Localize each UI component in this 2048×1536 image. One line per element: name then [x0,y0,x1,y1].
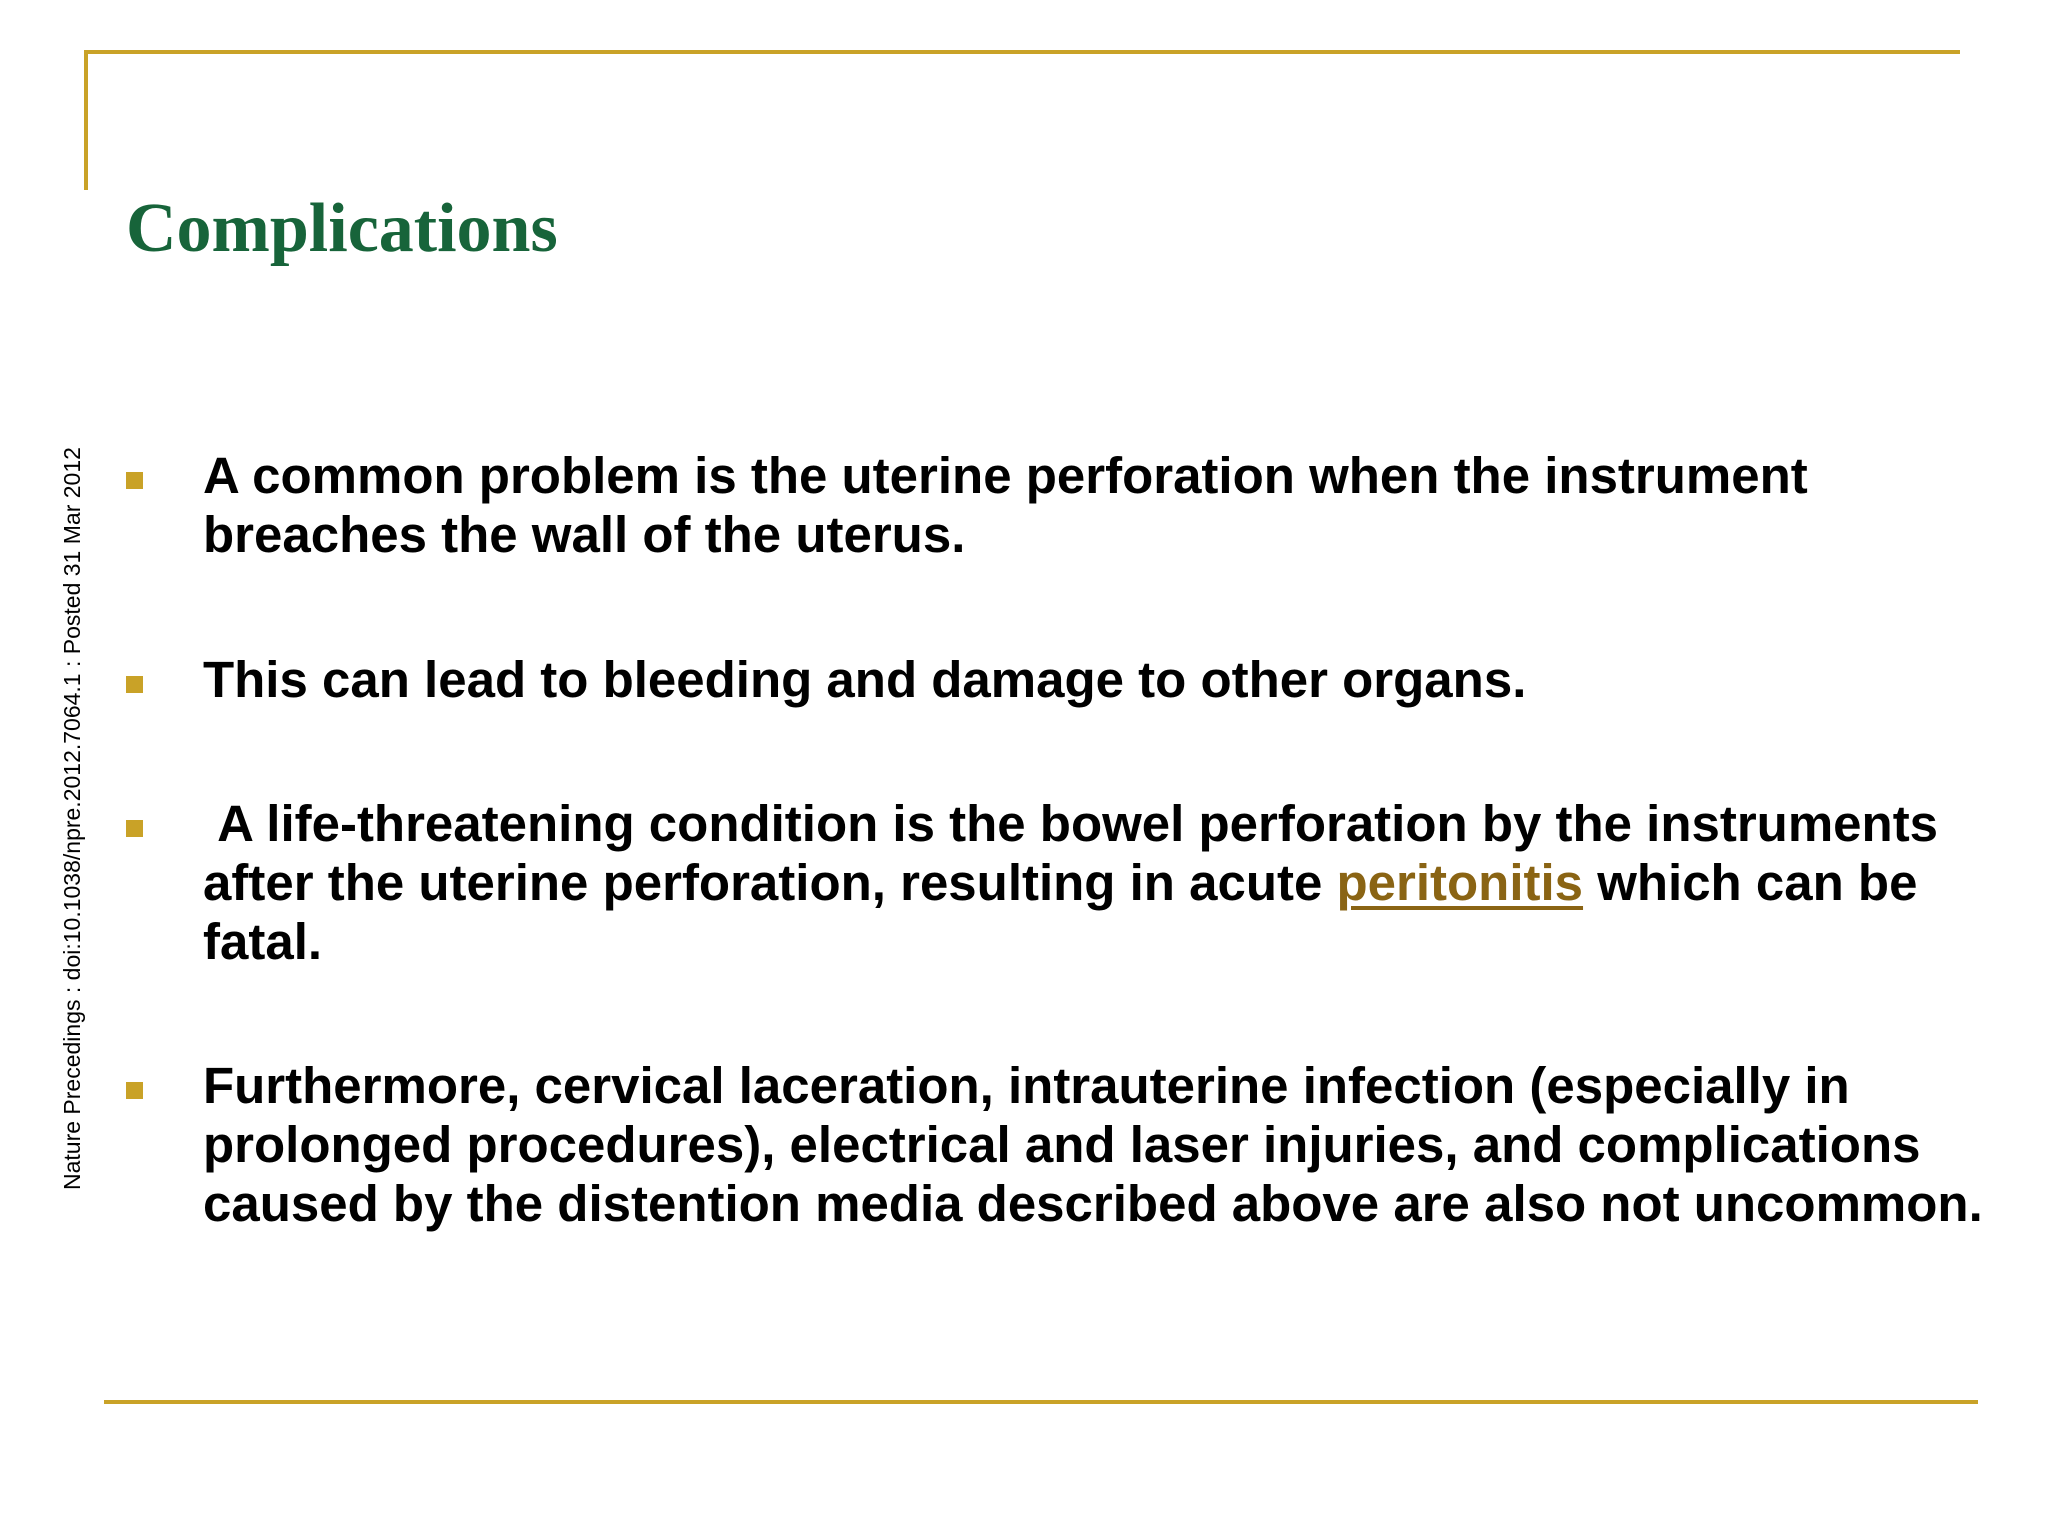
bullet-text-end: which can be fatal. [203,854,1932,970]
bullet-text [203,794,1986,971]
bullet-marker-icon [126,820,143,837]
top-rule [84,50,1960,54]
slide-title: Complications [126,190,558,267]
bullet-text: This can lead to bleeding and damage to other organs. [203,651,1527,708]
bullet-text: A common problem is the uterine perforation when the instrument breaches the wall of the uterus. [203,447,1822,563]
left-rule [84,50,88,190]
bullet-text-start: A life-threatening condition is the bowel perforation by the instruments after the uterine perforation, resulting in acute [203,795,1953,911]
side-note: Nature Precedings : doi:10.1038/npre.2012.7064.1 : Posted 31 Mar 2012 [59,447,85,1190]
bottom-rule [104,1400,1978,1404]
peritonitis-link[interactable]: peritonitis [1336,854,1584,911]
bullet-marker-icon [126,676,143,693]
bullet-marker-icon [126,1082,143,1099]
bullet-text: Furthermore, cervical laceration, intrauterine infection (especially in prolonged procedures), electrical and laser injuries, and complications caused by the distention media described above are also not uncommon. [203,1057,1983,1232]
bullet-marker-icon [126,472,143,489]
